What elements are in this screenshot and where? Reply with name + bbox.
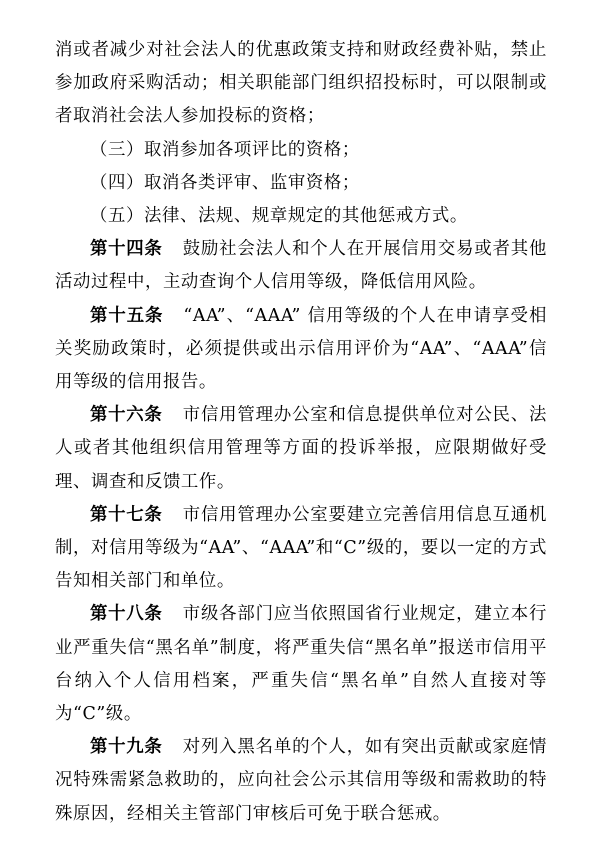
paragraph-continuation: 消或者减少对社会法人的优惠政策支持和财政经费补贴，禁止参加政府采购活动；相关职能部门组织招投标时，可以限制或者取消社会法人参加投标的资格； bbox=[55, 40, 547, 127]
list-item-5: （五）法律、法规、规章规定的其他惩戒方式。 bbox=[90, 206, 468, 227]
article-17-text: 市信用管理办公室要建立完善信用信息互通机制，对信用等级为“AA”、“AAA”和“C”级的，要以一定的方式告知相关部门和单位。 bbox=[55, 504, 547, 592]
article-16-title: 第十六条 bbox=[90, 405, 163, 426]
article-17 bbox=[55, 499, 547, 599]
article-15-text: “AA”、“AAA” 信用等级的个人在申请享受相关奖励政策时，必须提供或出示信用评价为“AA”、“AAA”信用等级的信用报告。 bbox=[55, 305, 547, 393]
list-item-3: （三）取消参加各项评比的资格； bbox=[90, 139, 360, 160]
article-19 bbox=[55, 731, 547, 831]
article-16 bbox=[55, 399, 547, 499]
article-14-text: 鼓励社会法人和个人在开展信用交易或者其他活动过程中，主动查询个人信用等级，降低信用风险。 bbox=[55, 239, 547, 293]
article-18-title: 第十八条 bbox=[90, 604, 163, 625]
article-15-title: 第十五条 bbox=[90, 305, 164, 326]
document-page bbox=[55, 34, 547, 831]
article-18 bbox=[55, 598, 547, 731]
list-item-4: （四）取消各类评审、监审资格； bbox=[90, 172, 360, 193]
article-14 bbox=[55, 233, 547, 299]
article-16-text: 市信用管理办公室和信息提供单位对公民、法人或者其他组织信用管理等方面的投诉举报，应限期做好受理、调查和反馈工作。 bbox=[55, 405, 547, 492]
article-17-title: 第十七条 bbox=[90, 504, 163, 525]
article-14-title: 第十四条 bbox=[90, 239, 163, 260]
article-15 bbox=[55, 300, 547, 400]
article-18-text: 市级各部门应当依照国省行业规定，建立本行业严重失信“黑名单”制度，将严重失信“黑名单”报送市信用平台纳入个人信用档案，严重失信“黑名单”自然人直接对等为“C”级。 bbox=[55, 604, 547, 725]
article-19-text: 对列入黑名单的个人，如有突出贡献或家庭情况特殊需紧急救助的，应向社会公示其信用等级和需救助的特殊原因，经相关主管部门审核后可免于联合惩戒。 bbox=[55, 737, 547, 824]
article-19-title: 第十九条 bbox=[90, 737, 163, 758]
